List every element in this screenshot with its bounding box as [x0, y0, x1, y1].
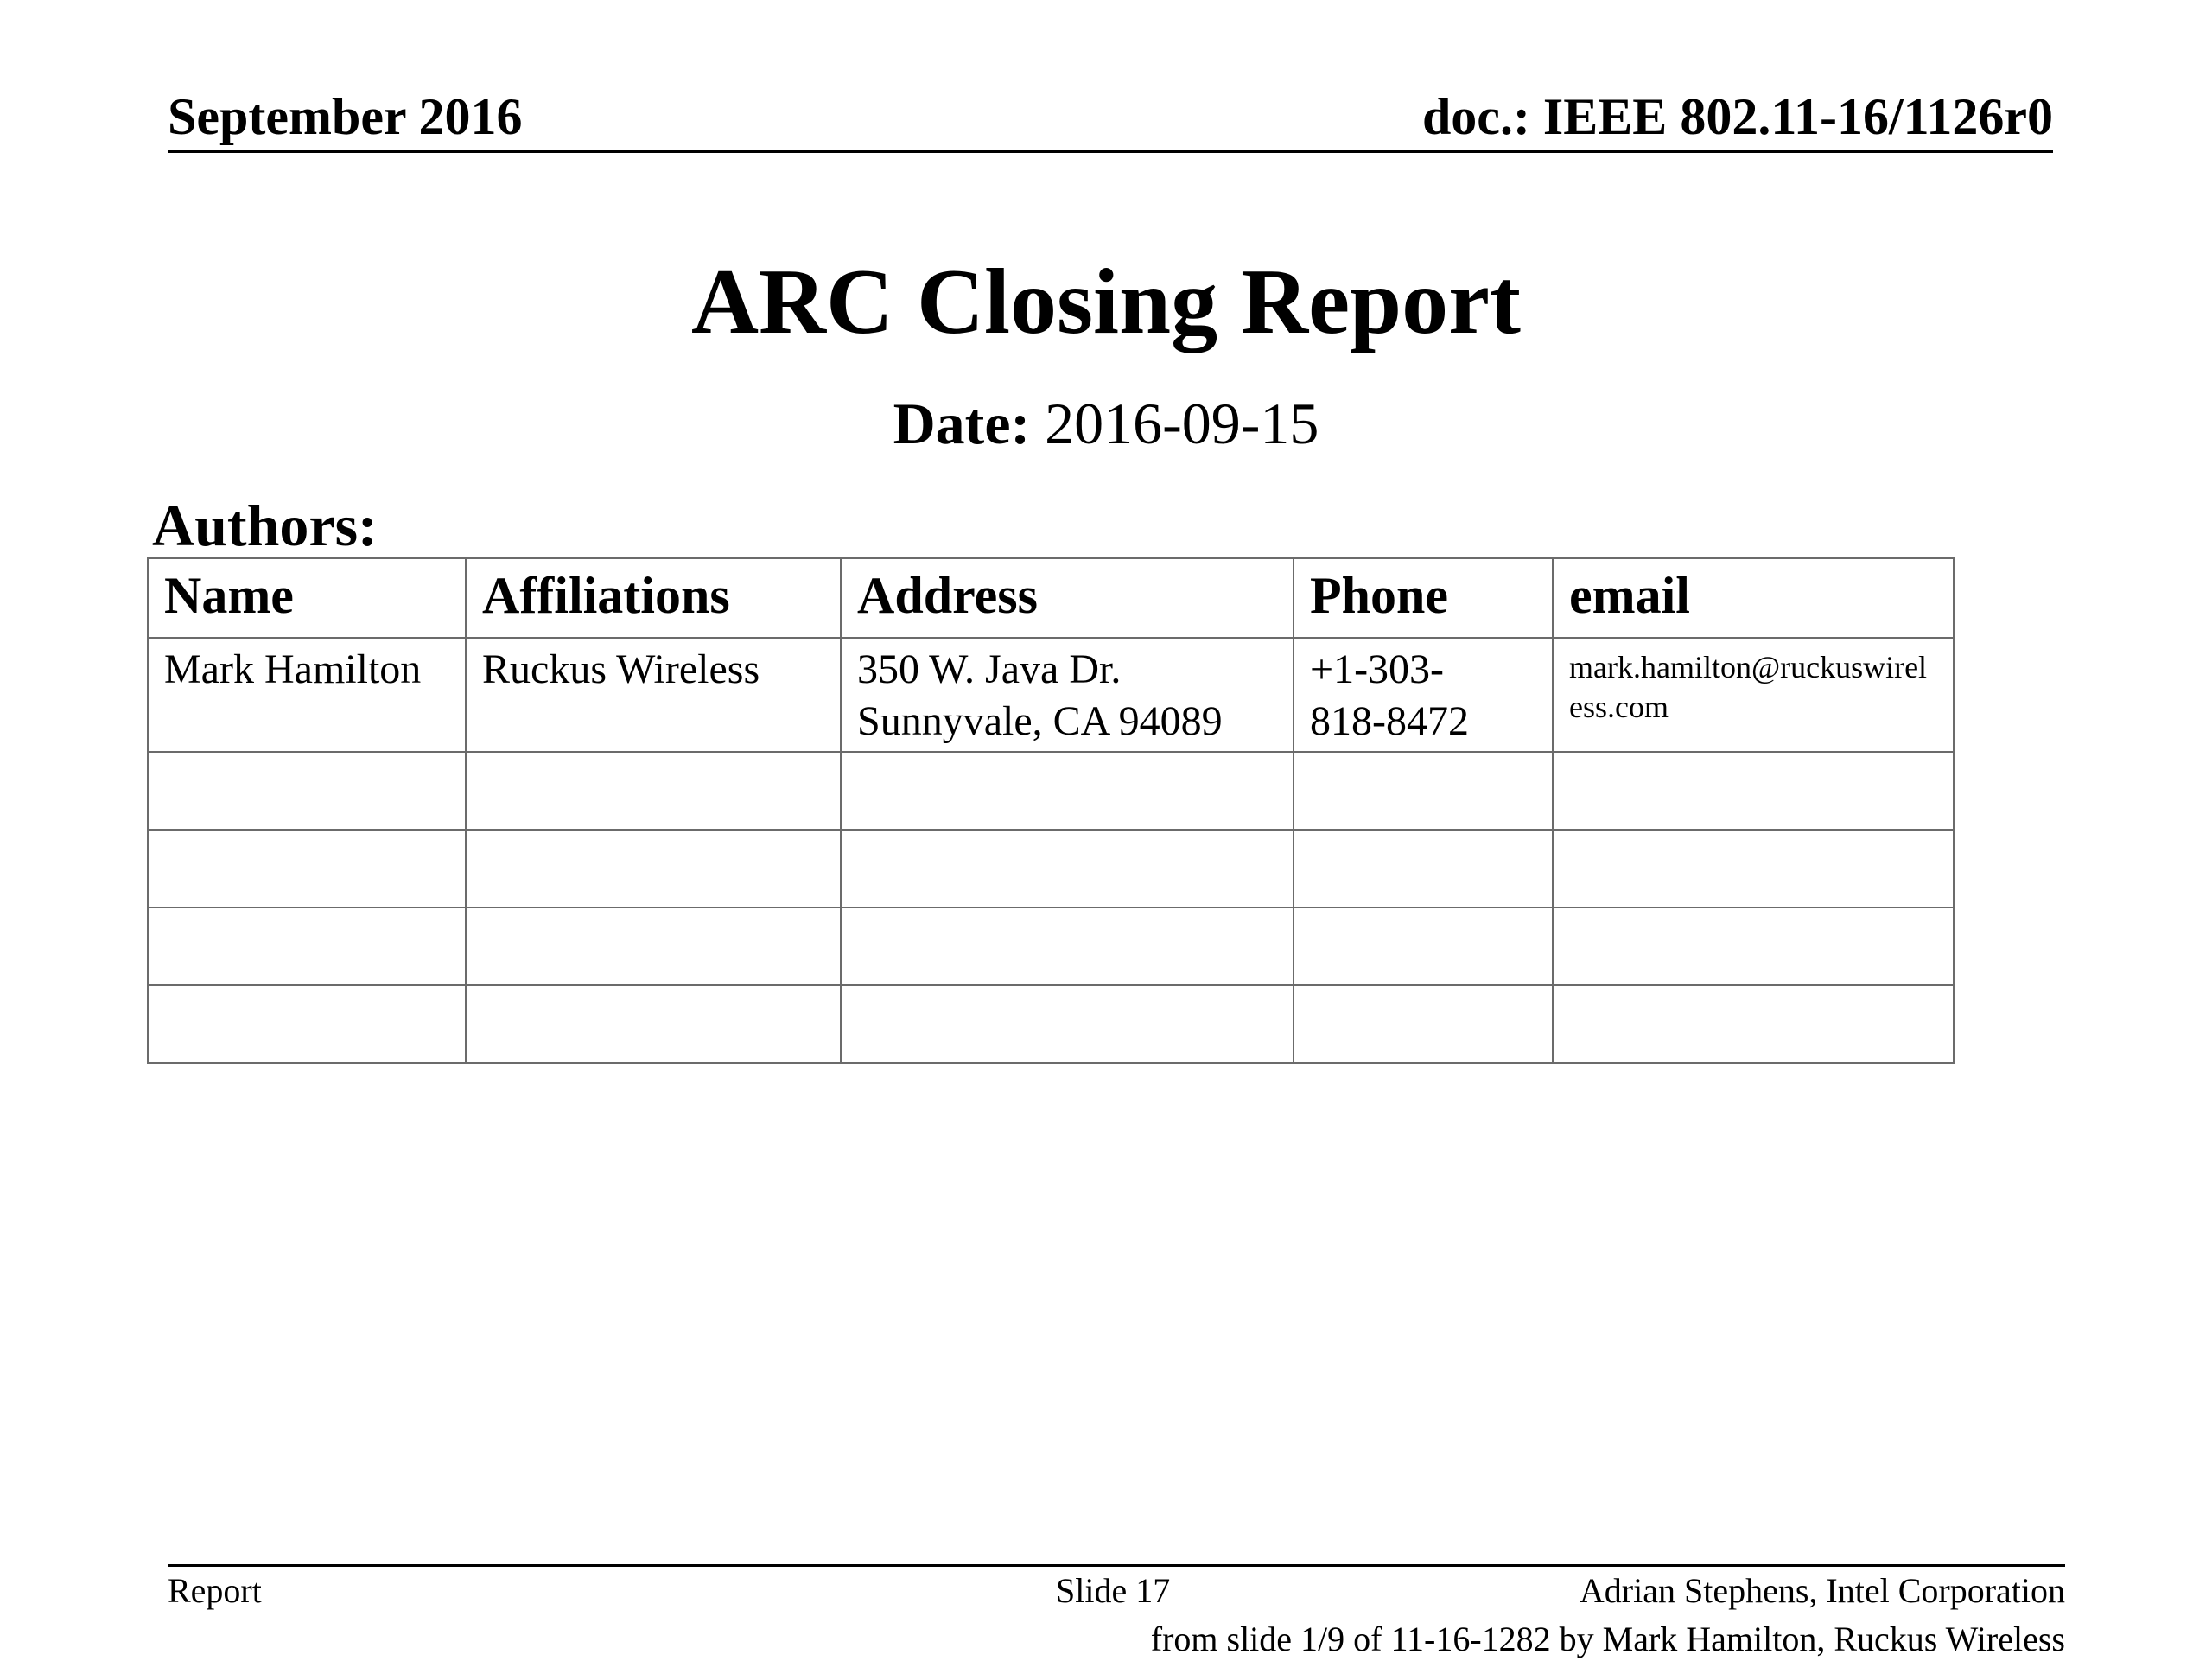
slide-title: ARC Closing Report: [691, 251, 1521, 353]
authors-label: Authors:: [152, 493, 378, 558]
date-label: Date:: [893, 391, 1031, 456]
slide-header: [168, 83, 2053, 153]
table-cell: [1553, 985, 1954, 1063]
slide-number: Slide 17: [1056, 1571, 1171, 1610]
table-row: [148, 985, 1954, 1063]
table-row: [148, 638, 1954, 752]
footer-left-text: Report: [168, 1571, 262, 1610]
column-header-affiliations: Affiliations: [466, 558, 841, 638]
authors-table: [147, 557, 1955, 1064]
table-cell: [1553, 752, 1954, 830]
table-cell: [1294, 830, 1553, 907]
table-cell: [841, 907, 1294, 985]
table-row: [148, 830, 1954, 907]
table-cell: [1294, 752, 1553, 830]
date-line: [0, 387, 2212, 460]
column-header-name: Name: [148, 558, 466, 638]
table-cell: [1294, 985, 1553, 1063]
table-cell: [841, 830, 1294, 907]
table-cell: [148, 830, 466, 907]
table-row: [148, 752, 1954, 830]
table-cell: [466, 907, 841, 985]
table-cell: [466, 830, 841, 907]
date-value: 2016-09-15: [1030, 391, 1319, 456]
author-name-cell: Mark Hamilton: [148, 638, 466, 752]
table-cell: [841, 985, 1294, 1063]
table-row: [148, 907, 1954, 985]
table-cell: [841, 752, 1294, 830]
author-affiliation-cell: Ruckus Wireless: [466, 638, 841, 752]
table-cell: [466, 752, 841, 830]
table-cell: [1553, 830, 1954, 907]
header-date: September 2016: [168, 88, 523, 145]
column-header-email: email: [1553, 558, 1954, 638]
footer-source-note: from slide 1/9 of 11-16-1282 by Mark Hamilton, Ruckus Wireless: [1150, 1620, 2065, 1658]
address-line-1: 350 W. Java Dr.: [857, 646, 1122, 692]
header-doc-id: doc.: IEEE 802.11-16/1126r0: [1421, 88, 2053, 145]
table-cell: [148, 907, 466, 985]
author-address-cell: [841, 638, 1294, 752]
footer-author: Adrian Stephens, Intel Corporation: [1579, 1571, 2065, 1610]
phone-line-1: +1-303-: [1310, 646, 1445, 692]
table-cell: [1294, 907, 1553, 985]
column-header-address: Address: [841, 558, 1294, 638]
author-phone-cell: [1294, 638, 1553, 752]
address-line-2: Sunnyvale, CA 94089: [857, 698, 1223, 744]
author-email-cell: mark.hamilton@ruckuswireless.com: [1553, 638, 1954, 752]
phone-line-2: 818-8472: [1310, 698, 1469, 744]
table-cell: [148, 752, 466, 830]
table-cell: [148, 985, 466, 1063]
column-header-phone: Phone: [1294, 558, 1553, 638]
table-cell: [466, 985, 841, 1063]
footer-divider: [168, 1564, 2065, 1567]
table-header-row: [148, 558, 1954, 638]
table-cell: [1553, 907, 1954, 985]
